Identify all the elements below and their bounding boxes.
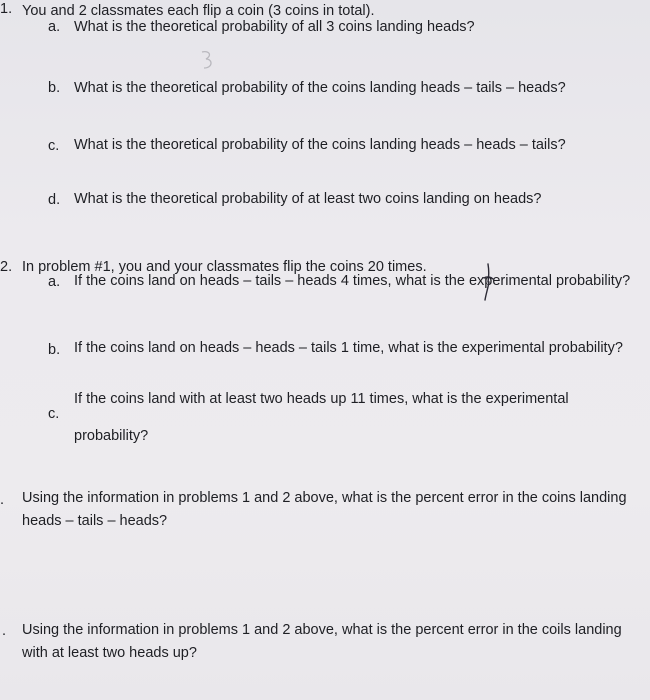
q2b-text: If the coins land on heads – heads – tails 1 time, what is the experimental probability? xyxy=(74,340,623,356)
q4-text-line1: Using the information in problems 1 and 2 above, what is the percent error in the coils landing xyxy=(22,622,622,638)
pen-mark xyxy=(476,262,500,304)
pencil-mark xyxy=(196,46,220,74)
q1c-text: What is the theoretical probability of the coins landing heads – heads – tails? xyxy=(74,137,566,153)
q1c-label: c. xyxy=(48,138,60,154)
q1b-text: What is the theoretical probability of the coins landing heads – tails – heads? xyxy=(74,80,566,96)
q2-text: In problem #1, you and your classmates flip the coins 20 times. xyxy=(22,259,427,275)
q1a-text: What is the theoretical probability of all 3 coins landing heads? xyxy=(74,19,475,35)
q2c-text-line1: If the coins land with at least two heads up 11 times, what is the experimental xyxy=(74,391,569,407)
q4-number: . xyxy=(2,623,7,639)
q2c-text-line2: probability? xyxy=(74,428,149,444)
q1-number: 1. xyxy=(0,1,13,17)
q3-text-line2: heads – tails – heads? xyxy=(22,513,168,529)
q1b-label: b. xyxy=(48,80,61,96)
q1a-label: a. xyxy=(48,19,61,35)
q1-text: You and 2 classmates each flip a coin (3 coins in total). xyxy=(22,3,375,19)
q3-number: . xyxy=(0,492,5,508)
q2-number: 2. xyxy=(0,259,13,275)
q2c-label: c. xyxy=(48,406,60,422)
q2b-label: b. xyxy=(48,342,61,358)
q3-text-line1: Using the information in problems 1 and 2 above, what is the percent error in the coins landing xyxy=(22,490,627,506)
q2a-label: a. xyxy=(48,274,61,290)
q4-text-line2: with at least two heads up? xyxy=(22,645,197,661)
q1d-label: d. xyxy=(48,192,61,208)
q1d-text: What is the theoretical probability of at least two coins landing on heads? xyxy=(74,191,542,207)
q2a-text: If the coins land on heads – tails – heads 4 times, what is the experimental probability? xyxy=(74,273,631,289)
